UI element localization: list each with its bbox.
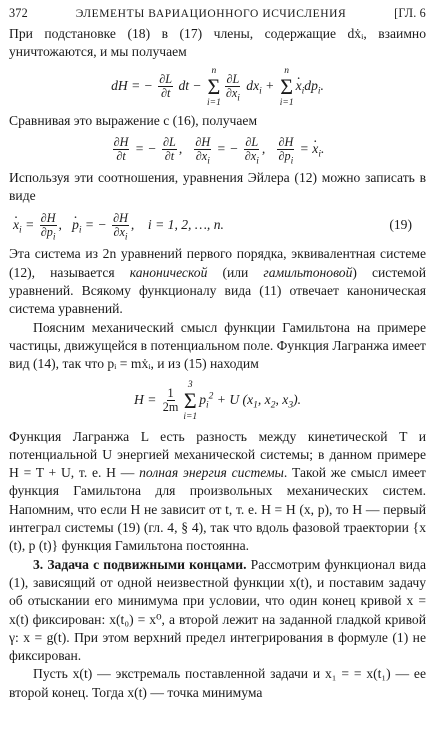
equation-hamiltonian: H = $\frac{1}{2m}$ 3 Σ i=1 $p_i^2 + U$ ($x_1$, $x_2$, $x_3$). xyxy=(134,379,301,422)
equation-19: · $x_i$ = $\frac{\partial H}{\partial p_i}$ , · $p_i$ = − $\frac{\partial H}{\partial x_i}$ , i = 1, 2, …, n. (19) xyxy=(9,205,426,245)
paragraph-5: Поясним механический смысл функции Гамильтона на примере частицы, движущейся в потенциальном поле. Функция Лагранжа имеет вид (14), так что pᵢ = mẋᵢ, и из (15) находим xyxy=(9,319,426,372)
equation-partials: $\frac{\partial H}{\partial t}$ = − $\frac{\partial L}{\partial t}$ , $\frac{\partial H}{\partial x_i}$ = − $\frac{\partial L}{\partial x_i}$ , $\frac{\partial H}{\partial p_i}$ = · $x_i$. xyxy=(9,130,426,169)
equation-19-number: (19) xyxy=(389,217,412,233)
paragraph-3: Используя эти соотношения, уравнения Эйлера (12) можно записать в виде xyxy=(9,169,426,204)
section-heading: 3. Задача с подвижными концами. xyxy=(33,556,247,572)
chapter-mark: [ГЛ. 6 xyxy=(394,6,426,20)
paragraph-4: Эта система из 2n уравнений первого порядка, эквивалентная системе (12), называется канонической (или гамильтоновой) системой уравнений. Всякому функционалу вида (11) отвечает каноническая система уравнений. xyxy=(9,246,426,317)
page-number: 372 xyxy=(9,6,28,20)
paragraph-2: Сравнивая это выражение с (16), получаем xyxy=(9,112,258,128)
paragraph-7: 3. Задача с подвижными концами. Рассмотрим функционал вида (1), зависящий от одной неизвестной функции x(t), и поставим задачу об отыскании его минимума при условии, что один конец кривой x = x(t) фиксирован: x(t₀) = x⁰, а второй лежит на заданной гладкой кривой γ: x = g(t). При этом верхний предел интегрирования в формуле (1) не фиксирован. xyxy=(9,556,426,664)
paragraph-6: Функция Лагранжа L есть разность между кинетической T и потенциальной U энергией механической системы; в данном примере H = T + U, т. е. H — полная энергия системы. Такой же смысл имеет функция Гамильтона для произвольных механических систем. Напомним, что если H не зависит от t, т. е. H = H (x, p), то H — первый интеграл системы (19) (гл. 4, § 4), так что вдоль фазовой траектории {x (t), p (t)} функция Гамильтона постоянна. xyxy=(9,428,426,554)
paragraph-8: Пусть x(t) — экстремаль поставленной задачи и x₁ = = x(t₁) — ее второй конец. Тогда x(t) — точка минимума xyxy=(9,666,426,700)
paragraph-1: При подстановке (18) в (17) члены, содержащие dẋᵢ, взаимно уничтожаются, и мы получаем xyxy=(9,26,426,60)
running-header xyxy=(9,4,426,25)
equation-dH: dH = − $\frac{\partial L}{\partial t}$ dt − n Σ i=1 $\frac{\partial L}{\partial x_i}$ $dx_i$ + n Σ i=1 · $x_idp_i$. xyxy=(9,62,426,112)
equation-19-range: i = 1, 2, …, n. xyxy=(147,217,224,233)
running-title: ЭЛЕМЕНТЫ ВАРИАЦИОННОГО ИСЧИСЛЕНИЯ xyxy=(75,8,347,20)
